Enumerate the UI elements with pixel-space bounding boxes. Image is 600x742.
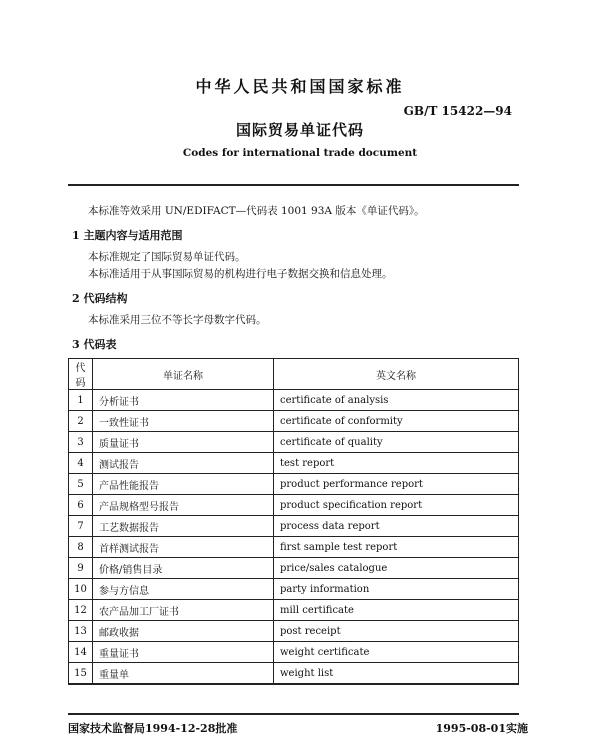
row-code: 6: [69, 495, 93, 516]
table-row: [69, 642, 519, 663]
approval-date: 国家技术监督局1994-12-28批准: [68, 722, 238, 735]
structure-line: 本标准采用三位不等长字母数字代码。: [88, 314, 267, 326]
table-row: [69, 558, 519, 579]
row-name-en: certificate of conformity: [274, 411, 519, 432]
row-name-en: price/sales catalogue: [274, 558, 519, 579]
section-heading-structure: 2 代码结构: [72, 292, 128, 305]
document-title: 国际贸易单证代码: [235, 121, 364, 139]
table-row: [69, 579, 519, 600]
row-name-en: party information: [274, 579, 519, 600]
row-name-cn: 分析证书: [93, 390, 274, 411]
row-name-cn: 首样测试报告: [93, 537, 274, 558]
scope-line: 本标准适用于从事国际贸易的机构进行电子数据交换和信息处理。: [88, 268, 393, 280]
section-heading-code-table: 3 代码表: [72, 338, 117, 351]
code-table: [68, 358, 519, 685]
intro-paragraph: 本标准等效采用 UN/EDIFACT—代码表 1001 93A 版本《单证代码》。: [88, 205, 425, 217]
row-code: 7: [69, 516, 93, 537]
document-title-english: Codes for international trade document: [182, 147, 418, 159]
table-row: [69, 516, 519, 537]
row-code: 8: [69, 537, 93, 558]
row-code: 9: [69, 558, 93, 579]
table-row: [69, 453, 519, 474]
row-name-en: first sample test report: [274, 537, 519, 558]
row-name-en: certificate of analysis: [274, 390, 519, 411]
table-row: [69, 600, 519, 621]
table-row: [69, 432, 519, 453]
column-header-name-en: 英文名称: [274, 359, 519, 390]
row-code: 1: [69, 390, 93, 411]
row-name-cn: 邮政收据: [93, 621, 274, 642]
row-name-en: certificate of quality: [274, 432, 519, 453]
scope-line: 本标准规定了国际贸易单证代码。: [88, 251, 246, 263]
table-row: [69, 411, 519, 432]
table-row: [69, 495, 519, 516]
footer-divider: [68, 713, 519, 715]
row-name-en: test report: [274, 453, 519, 474]
table-header-row: [69, 359, 519, 390]
row-code: 12: [69, 600, 93, 621]
row-name-cn: 参与方信息: [93, 579, 274, 600]
row-name-cn: 产品规格型号报告: [93, 495, 274, 516]
row-code: 10: [69, 579, 93, 600]
row-code: 3: [69, 432, 93, 453]
row-name-en: process data report: [274, 516, 519, 537]
row-code: 14: [69, 642, 93, 663]
row-name-cn: 重量证书: [93, 642, 274, 663]
row-name-cn: 价格/销售目录: [93, 558, 274, 579]
row-code: 13: [69, 621, 93, 642]
row-name-cn: 重量单: [93, 663, 274, 685]
table-row: [69, 663, 519, 685]
table-row: [69, 537, 519, 558]
row-name-en: weight list: [274, 663, 519, 685]
row-code: 2: [69, 411, 93, 432]
row-name-cn: 测试报告: [93, 453, 274, 474]
table-row: [69, 474, 519, 495]
issuing-authority-title: 中华人民共和国国家标准: [195, 77, 405, 96]
row-name-en: post receipt: [274, 621, 519, 642]
row-name-en: mill certificate: [274, 600, 519, 621]
row-name-en: product performance report: [274, 474, 519, 495]
row-name-cn: 产品性能报告: [93, 474, 274, 495]
row-code: 4: [69, 453, 93, 474]
section-heading-scope: 1 主题内容与适用范围: [72, 229, 183, 242]
table-row: [69, 621, 519, 642]
header-divider: [68, 184, 519, 186]
row-name-cn: 一致性证书: [93, 411, 274, 432]
row-name-cn: 工艺数据报告: [93, 516, 274, 537]
row-code: 15: [69, 663, 93, 685]
column-header-name-cn: 单证名称: [93, 359, 274, 390]
implementation-date: 1995-08-01实施: [435, 722, 528, 735]
row-code: 5: [69, 474, 93, 495]
row-name-en: weight certificate: [274, 642, 519, 663]
column-header-code: 代码: [69, 359, 93, 390]
table-row: [69, 390, 519, 411]
row-name-en: product specification report: [274, 495, 519, 516]
row-name-cn: 农产品加工厂证书: [93, 600, 274, 621]
standard-number: GB/T 15422—94: [403, 104, 512, 118]
row-name-cn: 质量证书: [93, 432, 274, 453]
